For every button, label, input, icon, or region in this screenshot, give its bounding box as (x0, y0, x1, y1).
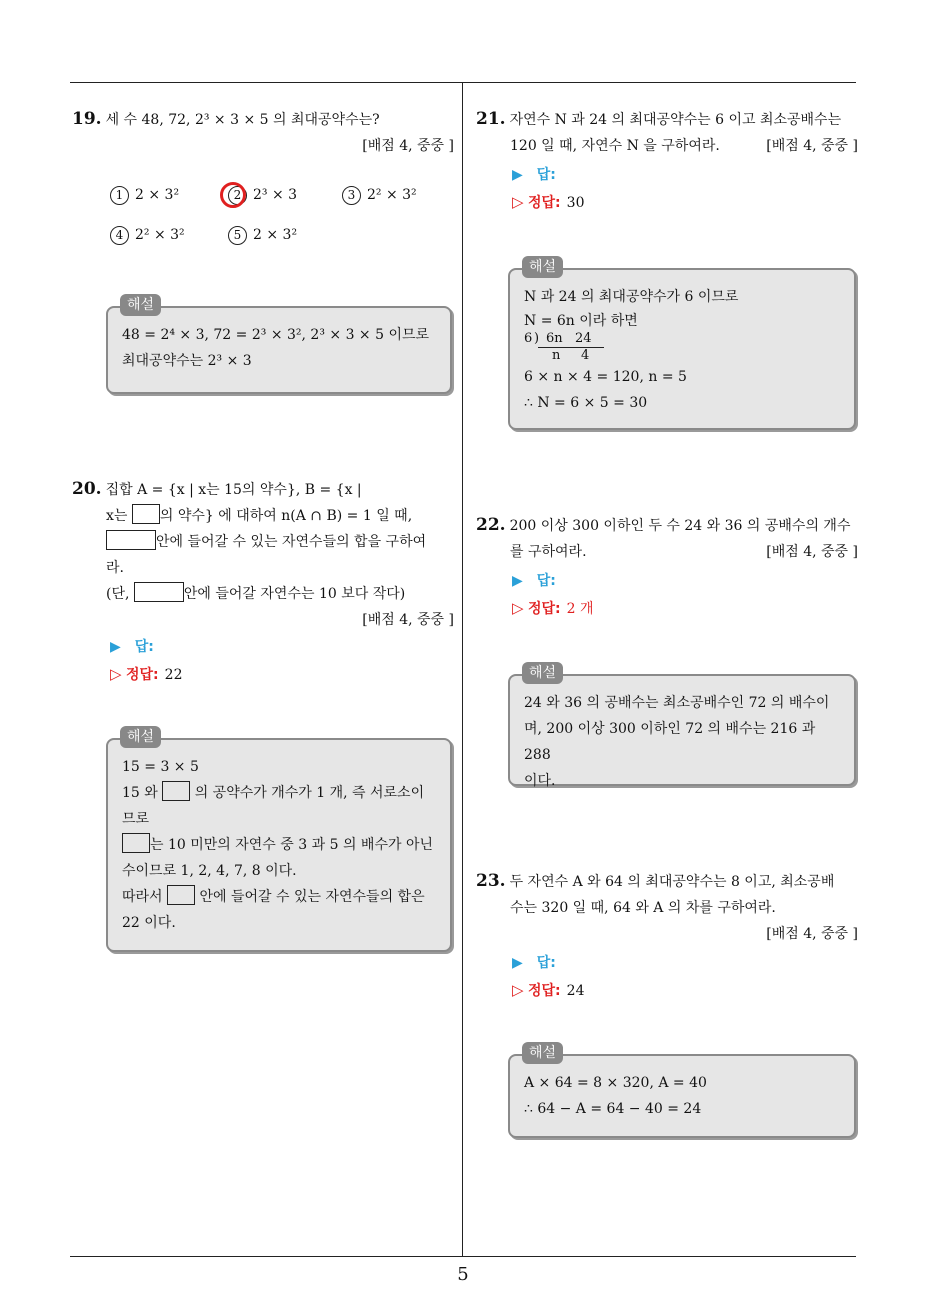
correct-label: 정답: (528, 195, 561, 211)
outline-triangle-icon: ▷ (512, 599, 524, 617)
play-triangle-icon: ▶ (512, 573, 523, 589)
page-number: 5 (457, 1264, 469, 1285)
division-layout (524, 332, 840, 364)
choice-3[interactable]: 3 2² × 3² (342, 186, 417, 205)
explanation-tab: 해설 (522, 662, 563, 684)
question-text: 세 수 48, 72, 2³ × 3 × 5 의 최대공약수는? (105, 112, 380, 128)
question-number: 20. (72, 479, 102, 499)
selected-answer-circle (220, 182, 246, 208)
blank-box (162, 781, 190, 801)
question-text: x는 (106, 508, 128, 524)
explanation-tab: 해설 (120, 726, 161, 748)
question-19 (72, 106, 454, 159)
blank-box (122, 833, 150, 853)
question-text: 200 이상 300 이하인 두 수 24 와 36 의 공배수의 개수 (509, 518, 851, 534)
division-bottom: n 4 (552, 348, 590, 363)
question-20 (72, 476, 454, 633)
answer-label: 답: (536, 573, 556, 589)
explanation-line: 24 와 36 의 공배수는 최소공배수인 72 의 배수이 (524, 695, 830, 711)
correct-label: 정답: (126, 667, 159, 683)
correct-value: 24 (566, 983, 585, 999)
explanation-line: 15 = 3 × 5 (122, 759, 199, 775)
explanation-tab: 해설 (120, 294, 161, 316)
question-21 (476, 106, 858, 159)
explanation-line: 며, 200 이상 300 이하인 72 의 배수는 216 과 288 (524, 721, 816, 763)
question-text: 두 자연수 A 와 64 의 최대공약수는 8 이고, 최소공배 (509, 874, 835, 890)
question-meta: [배점 4, 중중 ] (766, 138, 858, 154)
correct-value: 30 (566, 195, 585, 211)
correct-answer-21 (512, 192, 584, 212)
question-text: 수는 320 일 때, 64 와 A 의 차를 구하여라. (510, 900, 776, 916)
answer-label: 답: (536, 955, 556, 971)
outline-triangle-icon: ▷ (110, 665, 122, 683)
question-meta: [배점 4, 중중 ] (766, 544, 858, 560)
play-triangle-icon: ▶ (512, 167, 523, 183)
blank-box (132, 504, 160, 524)
question-text: 집합 A = {x | x는 15의 약수}, B = {x | (105, 482, 362, 498)
answer-label: 답: (134, 639, 154, 655)
explanation-line: 따라서 (122, 889, 163, 905)
question-text: (단, (106, 586, 130, 602)
explanation-line: 는 10 미만의 자연수 중 3 과 5 의 배수가 아닌 (150, 837, 433, 853)
correct-label: 정답: (528, 983, 561, 999)
choice-2[interactable]: 2 2³ × 3 (228, 186, 297, 205)
question-text: 라. (106, 560, 124, 576)
column-divider (462, 82, 463, 1257)
question-text: 자연수 N 과 24 의 최대공약수는 6 이고 최소공배수는 (509, 112, 842, 128)
answer-line-20[interactable] (110, 636, 154, 656)
division-bracket: ) (534, 331, 540, 346)
correct-answer-22 (512, 598, 594, 618)
top-rule (70, 82, 856, 83)
explanation-line: 15 와 (122, 785, 158, 801)
question-meta: [배점 4, 중중 ] (766, 926, 858, 942)
explanation-line: 48 = 2⁴ × 3, 72 = 2³ × 3², 2³ × 3 × 5 이므로 (122, 327, 430, 343)
explanation-line: N = 6n 이라 하면 (524, 313, 638, 329)
explanation-line: 므로 (122, 811, 150, 827)
play-triangle-icon: ▶ (512, 955, 523, 971)
explanation-line: 이다. (524, 773, 556, 789)
explanation-box-21 (508, 259, 856, 430)
blank-box (134, 582, 184, 602)
choice-1[interactable]: 1 2 × 3² (110, 186, 179, 205)
explanation-line: ∴ N = 6 × 5 = 30 (524, 395, 648, 411)
outline-triangle-icon: ▷ (512, 193, 524, 211)
explanation-line: 수이므로 1, 2, 4, 7, 8 이다. (122, 863, 297, 879)
choice-5[interactable]: 5 2 × 3² (228, 226, 297, 245)
division-top: 6n 24 (546, 331, 592, 346)
correct-answer-20 (110, 664, 182, 684)
question-text: 안에 들어갈 자연수는 10 보다 작다) (183, 586, 406, 602)
question-number: 23. (476, 871, 506, 891)
blank-box (106, 530, 156, 550)
explanation-box-19 (106, 297, 452, 394)
answer-label: 답: (536, 167, 556, 183)
explanation-line: 의 공약수가 개수가 1 개, 즉 서로소이 (194, 785, 425, 801)
question-meta: [배점 4, 중중 ] (362, 138, 454, 154)
bottom-rule (70, 1256, 856, 1257)
answer-line-21[interactable] (512, 164, 556, 184)
question-text: 안에 들어갈 수 있는 자연수들의 합을 구하여 (156, 534, 427, 550)
division-divisor: 6 (524, 331, 533, 346)
blank-box (167, 885, 195, 905)
explanation-line: A × 64 = 8 × 320, A = 40 (524, 1075, 707, 1091)
question-meta: [배점 4, 중중 ] (362, 612, 454, 628)
play-triangle-icon: ▶ (110, 639, 121, 655)
question-number: 21. (476, 109, 506, 129)
question-text: 120 일 때, 자연수 N 을 구하여라. (510, 138, 720, 154)
question-text: 의 약수} 에 대하여 n(A ∩ B) = 1 일 때, (159, 508, 413, 524)
question-22 (476, 512, 858, 565)
question-number: 19. (72, 109, 102, 129)
correct-label: 정답: (528, 601, 561, 617)
explanation-box-23 (508, 1045, 856, 1138)
explanation-tab: 해설 (522, 1042, 563, 1064)
explanation-line: ∴ 64 − A = 64 − 40 = 24 (524, 1101, 702, 1117)
explanation-line: 안에 들어갈 수 있는 자연수들의 합은 (199, 889, 425, 905)
question-23 (476, 868, 858, 947)
explanation-box-20 (106, 729, 452, 952)
outline-triangle-icon: ▷ (512, 981, 524, 999)
correct-value: 22 (164, 667, 183, 683)
explanation-line: 22 이다. (122, 915, 176, 931)
question-number: 22. (476, 515, 506, 535)
explanation-line: 최대공약수는 2³ × 3 (122, 353, 252, 369)
explanation-line: 6 × n × 4 = 120, n = 5 (524, 369, 687, 385)
explanation-tab: 해설 (522, 256, 563, 278)
answer-line-22[interactable] (512, 570, 556, 590)
explanation-line: N 과 24 의 최대공약수가 6 이므로 (524, 289, 739, 305)
answer-line-23[interactable] (512, 952, 556, 972)
question-text: 를 구하여라. (510, 544, 587, 560)
explanation-box-22 (508, 665, 856, 789)
correct-answer-23 (512, 980, 584, 1000)
choice-4[interactable]: 4 2² × 3² (110, 226, 185, 245)
correct-value: 2 개 (566, 601, 594, 617)
